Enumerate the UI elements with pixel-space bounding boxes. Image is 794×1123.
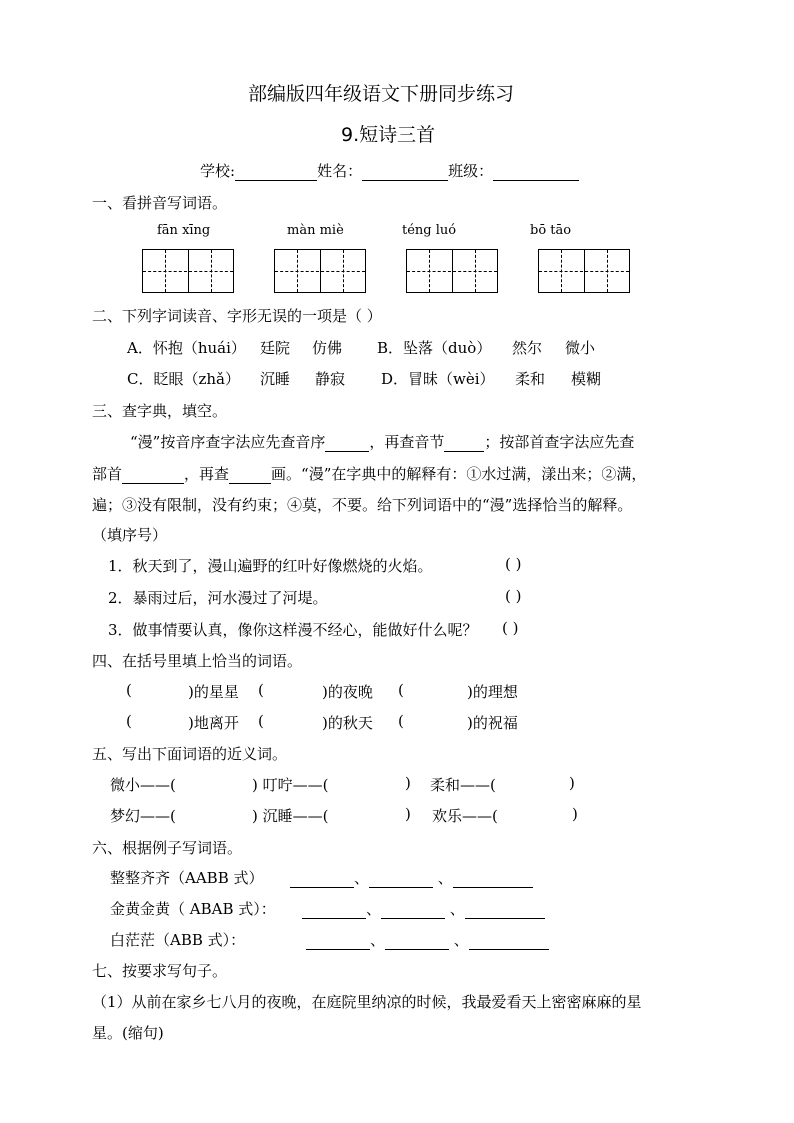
writing-grid[interactable]: [538, 249, 630, 293]
synonym-close: ): [572, 805, 578, 823]
section-2-heading: 二、下列字词读音、字形无误的一项是（ ）: [92, 307, 382, 325]
question-item: 2．暴雨过后，河水漫过了河堤。: [108, 589, 328, 607]
section-1-heading: 一、看拼音写词语。: [92, 194, 228, 212]
pinyin-label: fān xīng: [157, 223, 211, 238]
dictionary-paragraph-line-2: 部首 ，再查 画。“漫”在字典中的解释有：①水过满，漾出来；②满，: [92, 465, 647, 483]
fill-open-paren[interactable]: (: [258, 681, 264, 699]
pattern-row-aabb: 整整齐齐（AABB 式）: [110, 869, 264, 887]
option-a: A．怀抱（huái）: [127, 339, 246, 357]
option-word: 模糊: [571, 370, 602, 388]
page-title: 部编版四年级语文下册同步练习: [248, 83, 515, 105]
pattern-answers-abb: 、 、: [306, 929, 549, 950]
section-4-heading: 四、在括号里填上恰当的词语。: [92, 652, 303, 670]
option-word: 然尔: [512, 339, 543, 357]
fill-phrase: )地离开: [188, 714, 239, 732]
answer-paren[interactable]: ( ): [505, 555, 522, 573]
answer-blank[interactable]: [453, 871, 533, 888]
name-label: 姓名：: [317, 162, 363, 180]
answer-paren[interactable]: ( ): [505, 587, 522, 605]
answer-blank[interactable]: [381, 902, 445, 919]
yinxu-blank[interactable]: [325, 435, 369, 452]
fill-open-paren[interactable]: (: [126, 712, 132, 730]
answer-blank[interactable]: [290, 871, 354, 888]
fill-open-paren[interactable]: (: [258, 712, 264, 730]
synonym-item: 柔和——(: [430, 776, 496, 794]
option-c: C．眨眼（zhǎ）: [127, 370, 240, 388]
lesson-title: 9.短诗三首: [341, 124, 436, 146]
writing-grid[interactable]: [274, 249, 366, 293]
fill-phrase: )的理想: [467, 683, 518, 701]
option-d: D．冒昧（wèi）: [381, 370, 495, 388]
bushou-blank[interactable]: [122, 467, 184, 484]
fill-open-paren[interactable]: (: [398, 681, 404, 699]
sentence-question-line-1: （1）从前在家乡七八月的夜晚，在庭院里纳凉的时候，我最爱看天上密密麻麻的星: [92, 993, 642, 1011]
student-info-line: [200, 160, 579, 181]
fill-phrase: )的星星: [188, 683, 239, 701]
pattern-answers-aabb: 、 、: [290, 867, 533, 888]
section-3-heading: 三、查字典，填空。: [92, 402, 228, 420]
pattern-answers-abab: 、 、: [302, 898, 545, 919]
synonym-close: ): [405, 774, 411, 792]
pinyin-label: téng luó: [402, 223, 457, 238]
section-6-heading: 六、根据例子写词语。: [92, 839, 243, 857]
pinyin-label: màn miè: [287, 223, 344, 238]
writing-grid[interactable]: [142, 249, 234, 293]
section-5-heading: 五、写出下面词语的近义词。: [92, 745, 288, 763]
pattern-row-abb: 白茫茫（ABB 式）：: [110, 931, 246, 949]
answer-blank[interactable]: [465, 902, 545, 919]
answer-blank[interactable]: [369, 871, 433, 888]
pinyin-label: bō tāo: [530, 223, 572, 238]
option-b: B．坠落（duò）: [377, 339, 492, 357]
option-word: 柔和: [515, 370, 546, 388]
answer-blank[interactable]: [469, 933, 549, 950]
dictionary-paragraph-line-1: “漫”按音序查字法应先查音序 ，再查音节 ；按部首查字法应先查: [130, 433, 635, 451]
writing-grid[interactable]: [406, 249, 498, 293]
synonym-item: 微小——(: [110, 776, 176, 794]
synonym-item: ) 叮咛——(: [252, 776, 329, 794]
class-field[interactable]: [493, 164, 579, 181]
dictionary-paragraph-line-4: （填序号）: [92, 526, 168, 544]
synonym-close: ): [405, 805, 411, 823]
answer-paren[interactable]: ( ): [502, 619, 519, 637]
sentence-question-line-2: 星。(缩句): [92, 1024, 164, 1042]
question-item: 3．做事情要认真，像你这样漫不经心，能做好什么呢？: [108, 621, 478, 639]
option-word: 微小: [565, 339, 596, 357]
class-label: 班级：: [448, 162, 494, 180]
stroke-blank[interactable]: [229, 467, 271, 484]
yinjie-blank[interactable]: [444, 435, 484, 452]
option-word: 沉睡: [260, 370, 291, 388]
option-word: 廷院: [260, 339, 291, 357]
section-7-heading: 七、按要求写句子。: [92, 962, 228, 980]
fill-phrase: )的祝福: [467, 714, 518, 732]
answer-blank[interactable]: [302, 902, 366, 919]
fill-open-paren[interactable]: (: [398, 712, 404, 730]
dictionary-paragraph-line-3: 遍；③没有限制，没有约束；④莫，不要。给下列词语中的“漫”选择恰当的解释。: [92, 496, 633, 514]
option-word: 仿佛: [312, 339, 343, 357]
question-item: 1．秋天到了，漫山遍野的红叶好像燃烧的火焰。: [108, 557, 433, 575]
fill-open-paren[interactable]: (: [126, 681, 132, 699]
synonym-close: ): [569, 774, 575, 792]
pattern-row-abab: 金黄金黄（ ABAB 式）：: [110, 900, 276, 918]
fill-phrase: )的秋天: [322, 714, 373, 732]
synonym-item: 欢乐——(: [432, 807, 498, 825]
answer-blank[interactable]: [306, 933, 370, 950]
school-label: 学校:: [200, 162, 236, 180]
synonym-item: 梦幻——(: [110, 807, 176, 825]
name-field[interactable]: [362, 164, 448, 181]
answer-blank[interactable]: [385, 933, 449, 950]
option-word: 静寂: [315, 370, 346, 388]
school-field[interactable]: [235, 164, 317, 181]
synonym-item: ) 沉睡——(: [252, 807, 329, 825]
fill-phrase: )的夜晚: [322, 683, 373, 701]
